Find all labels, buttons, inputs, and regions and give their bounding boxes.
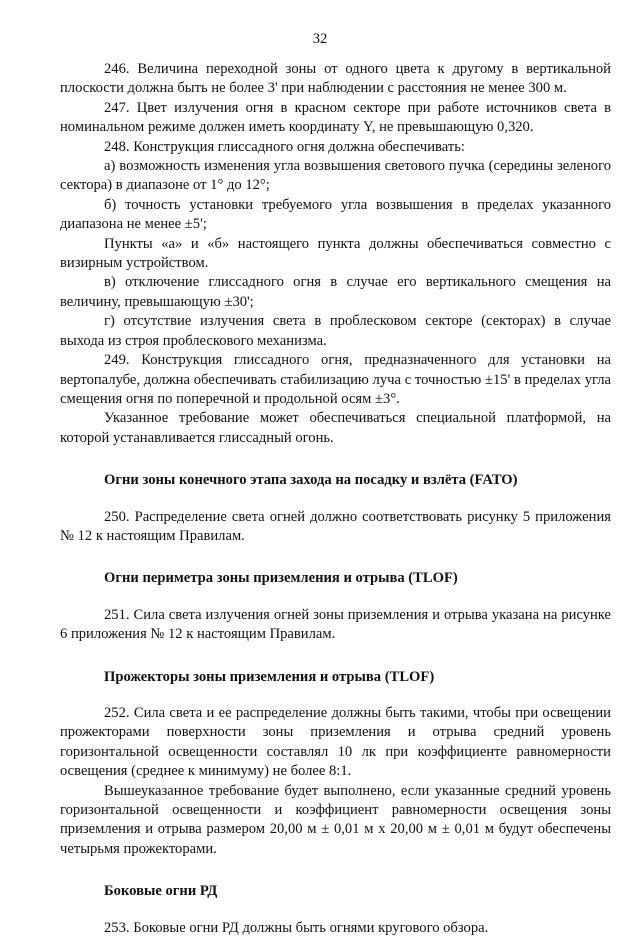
spacer [60, 589, 611, 606]
section-heading-tlof-perimeter: Огни периметра зоны приземления и отрыва (TLOF) [104, 570, 458, 587]
section-heading-tlof-floodlights: Прожекторы зоны приземления и отрыва (TLOF) [104, 668, 435, 685]
paragraph-248-note: Пункты «а» и «б» настоящего пункта должны обеспечиваться совместно с визирным устройством. [60, 235, 611, 272]
paragraph-246: 246. Величина переходной зоны от одного цвета к другому в вертикальной плоскости должна быть не более 3' при наблюдении с расстояния не менее 300 м. [60, 61, 611, 97]
page-number: 32 [312, 31, 328, 47]
paragraph-248: 248. Конструкция глиссадного огня должна обеспечивать: [104, 138, 465, 155]
paragraph-248-g: г) отсутствие излучения света в проблесковом секторе (секторах) в случае выхода из строя проблескового механизма. [60, 313, 611, 349]
document-body [60, 60, 611, 938]
spacer [60, 645, 611, 668]
paragraph-248-b: б) точность установки требуемого угла возвышения в пределах указанного диапазона не менее ±5'; [60, 196, 611, 233]
section-heading-taxiway-edge-lights: Боковые огни РД [104, 883, 218, 900]
paragraph-251: 251. Сила света излучения огней зоны приземления и отрыва указана на рисунке 6 приложения № 12 к настоящим Правилам. [60, 606, 611, 643]
spacer [60, 859, 611, 882]
paragraph-247: 247. Цвет излучения огня в красном секторе при работе источников света в номинальном режиме должен иметь координату Y, не превышающую 0,320. [60, 99, 611, 136]
paragraph-252-note: Вышеуказанное требование будет выполнено, если указанные средний уровень горизонтальной освещенности и коэффициент равномерности освещения зоны приземления и отрыва размером 20,00 м ± 0,01 м х 20,00 м ± 0,01 м будут обеспечены четырьмя прожекторами. [60, 782, 611, 857]
paragraph-252: 252. Сила света и ее распределение должны быть такими, чтобы при освещении прожекторами поверхности зоны приземления и отрыва средний уровень горизонтальной освещенности составлял 10 лк при коэффициенте равномерности освещения (среднее к минимуму) не более 8:1. [60, 704, 611, 780]
spacer [60, 687, 611, 704]
paragraph-249: 249. Конструкция глиссадного огня, предназначенного для установки на вертопалубе, должна обеспечивать стабилизацию луча с точностью ±15' в пределах угла смещения огня по поперечной и продольной осям ±3°. [60, 352, 611, 407]
spacer [60, 448, 611, 471]
paragraph-248-a: а) возможность изменения угла возвышения светового пучка (середины зеленого сектора) в диапазоне от 1° до 12°; [60, 158, 611, 194]
paragraph-249-note: Указанное требование может обеспечиваться специальной платформой, на которой устанавливается глиссадный огонь. [60, 410, 611, 446]
spacer [60, 546, 611, 569]
paragraph-248-v: в) отключение глиссадного огня в случае его вертикального смещения на величину, превышающую ±30'; [60, 274, 611, 310]
paragraph-253: 253. Боковые огни РД должны быть огнями кругового обзора. [104, 919, 489, 936]
section-heading-fato: Огни зоны конечного этапа захода на посадку и взлёта (FATO) [104, 472, 518, 489]
spacer [60, 902, 611, 919]
spacer [60, 491, 611, 508]
paragraph-250: 250. Распределение света огней должно соответствовать рисунку 5 приложения № 12 к настоящим Правилам. [60, 508, 611, 544]
